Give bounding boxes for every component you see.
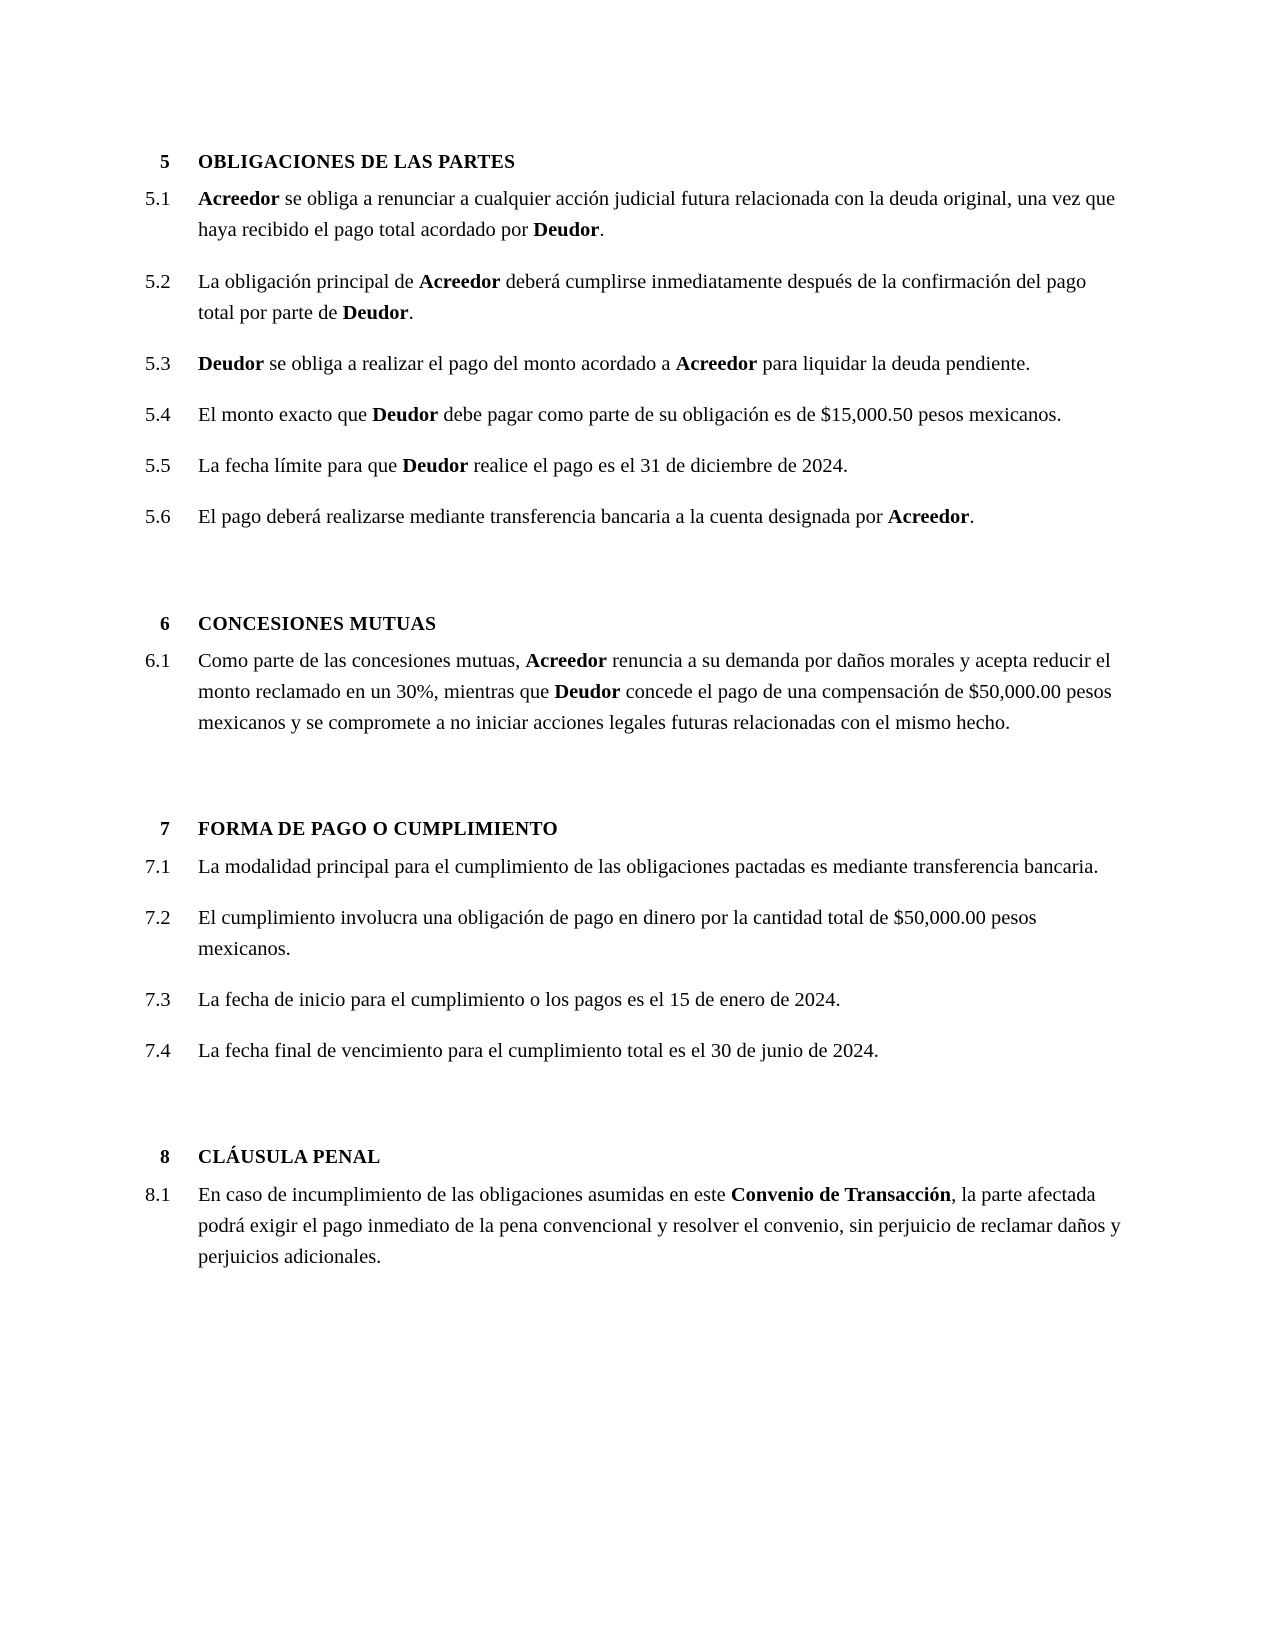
clause-text (198, 1036, 1127, 1067)
clause-5.1 (145, 184, 1127, 246)
clause-text-run: renuncia a su demanda por daños morales y acepta reducir el monto reclamado en un 30%, mientras que (198, 649, 1111, 704)
clause-text (198, 184, 1127, 246)
clause-5.4 (145, 400, 1127, 431)
clause-text-run: deberá cumplirse inmediatamente después de la confirmación del pago total por parte de (198, 270, 1087, 324)
clause-text-run: Como parte de las concesiones mutuas, (198, 649, 526, 672)
clause-text-run: El cumplimiento involucra una obligación de pago en dinero por la cantidad total de $50,000.00 pesos mexicanos. (198, 906, 1037, 960)
defined-term: Deudor (533, 219, 600, 242)
section-spacer (145, 759, 1127, 817)
section-title: FORMA DE PAGO O CUMPLIMIENTO (198, 819, 559, 841)
section-heading (145, 817, 1127, 843)
clause-section-5 (145, 150, 1127, 534)
clause-text (198, 451, 1127, 482)
section-spacer (145, 1087, 1127, 1145)
clause-text-run: , la parte afectada podrá exigir el pago inmediato de la pena convencional y resolver el convenio, sin perjuicio de reclamar daños y perjuicios adicionales. (198, 1183, 1121, 1269)
clause-section-6 (145, 612, 1127, 740)
clause-5.5 (145, 451, 1127, 482)
clause-number: 5.1 (145, 188, 171, 211)
clause-text-run: El monto exacto que (198, 404, 373, 427)
clause-8.1 (145, 1180, 1127, 1273)
clause-number: 6.1 (145, 649, 171, 672)
clause-number: 5.2 (145, 270, 171, 293)
clause-7.1 (145, 852, 1127, 883)
clause-7.2 (145, 903, 1127, 965)
section-number: 5 (160, 152, 171, 173)
clause-text-run: concede el pago de una compensación de $50,000.00 pesos mexicanos y se compromete a no iniciar acciones legales futuras relacionadas con el mismo hecho. (198, 681, 1112, 735)
clause-text-run: debe pagar como parte de su obligación es de $15,000.50 pesos mexicanos. (438, 404, 1062, 427)
clause-text (198, 903, 1127, 965)
clause-text-run: . (408, 301, 414, 324)
defined-term: Convenio de Transacción (730, 1183, 952, 1206)
clause-text-run: . (599, 219, 605, 242)
clause-text-run: para liquidar la deuda pendiente. (757, 352, 1031, 375)
defined-term: Deudor (342, 301, 409, 324)
clause-number: 5.5 (145, 455, 171, 478)
clause-text (198, 1180, 1127, 1273)
section-title: CONCESIONES MUTUAS (198, 613, 437, 635)
clause-number: 8.1 (145, 1183, 171, 1206)
clause-text-run: La fecha final de vencimiento para el cumplimiento total es el 30 de junio de 2024. (198, 1040, 879, 1063)
clause-text (198, 400, 1127, 431)
clause-text-run: . (969, 506, 975, 529)
section-title: CLÁUSULA PENAL (198, 1147, 381, 1169)
section-number: 8 (160, 1147, 171, 1169)
clause-section-8 (145, 1145, 1127, 1273)
clause-text-run: realice el pago es el 31 de diciembre de 2024. (468, 455, 849, 478)
defined-term: Deudor (554, 681, 621, 704)
defined-term: Acreedor (198, 188, 280, 211)
clause-6.1 (145, 646, 1127, 739)
clause-text-run: La modalidad principal para el cumplimiento de las obligaciones pactadas es mediante transferencia bancaria. (198, 855, 1099, 878)
clause-text-run: se obliga a realizar el pago del monto acordado a (264, 352, 676, 375)
clause-number: 7.4 (145, 1040, 171, 1063)
clause-text-run: La fecha límite para que (198, 455, 403, 478)
clause-5.2 (145, 267, 1127, 329)
clause-text (198, 502, 1127, 533)
defined-term: Acreedor (525, 649, 607, 672)
clause-text (198, 985, 1127, 1016)
clause-text-run: En caso de incumplimiento de las obligaciones asumidas en este (198, 1183, 731, 1206)
section-number: 7 (160, 819, 171, 841)
section-heading (145, 150, 1127, 176)
clause-text-run: se obliga a renunciar a cualquier acción judicial futura relacionada con la deuda original, una vez que haya recibido el pago total acordado por (198, 188, 1116, 242)
clause-number: 7.3 (145, 989, 171, 1012)
clause-7.3 (145, 985, 1127, 1016)
clause-text (198, 349, 1127, 380)
clause-text (198, 267, 1127, 329)
clause-number: 7.1 (145, 855, 171, 878)
clause-7.4 (145, 1036, 1127, 1067)
defined-term: Acreedor (418, 270, 501, 293)
clause-sections-container (145, 150, 1127, 1273)
defined-term: Deudor (372, 404, 439, 427)
section-number: 6 (160, 613, 171, 635)
section-heading (145, 1145, 1127, 1171)
clause-number: 7.2 (145, 906, 171, 929)
clause-number: 5.3 (145, 352, 171, 375)
defined-term: Acreedor (675, 352, 758, 375)
clause-text-run: La obligación principal de (198, 270, 419, 293)
defined-term: Deudor (198, 352, 265, 375)
clause-text (198, 852, 1127, 883)
clause-number: 5.4 (145, 404, 171, 427)
defined-term: Deudor (402, 455, 469, 478)
clause-text (198, 646, 1127, 739)
clause-5.3 (145, 349, 1127, 380)
section-spacer (145, 554, 1127, 612)
clause-number: 5.6 (145, 506, 171, 529)
section-title: OBLIGACIONES DE LAS PARTES (198, 152, 516, 173)
clause-text-run: La fecha de inicio para el cumplimiento o los pagos es el 15 de enero de 2024. (198, 989, 841, 1012)
section-heading (145, 612, 1127, 638)
clause-section-7 (145, 817, 1127, 1067)
clause-5.6 (145, 502, 1127, 533)
clause-text-run: El pago deberá realizarse mediante transferencia bancaria a la cuenta designada por (198, 506, 888, 529)
defined-term: Acreedor (887, 506, 970, 529)
